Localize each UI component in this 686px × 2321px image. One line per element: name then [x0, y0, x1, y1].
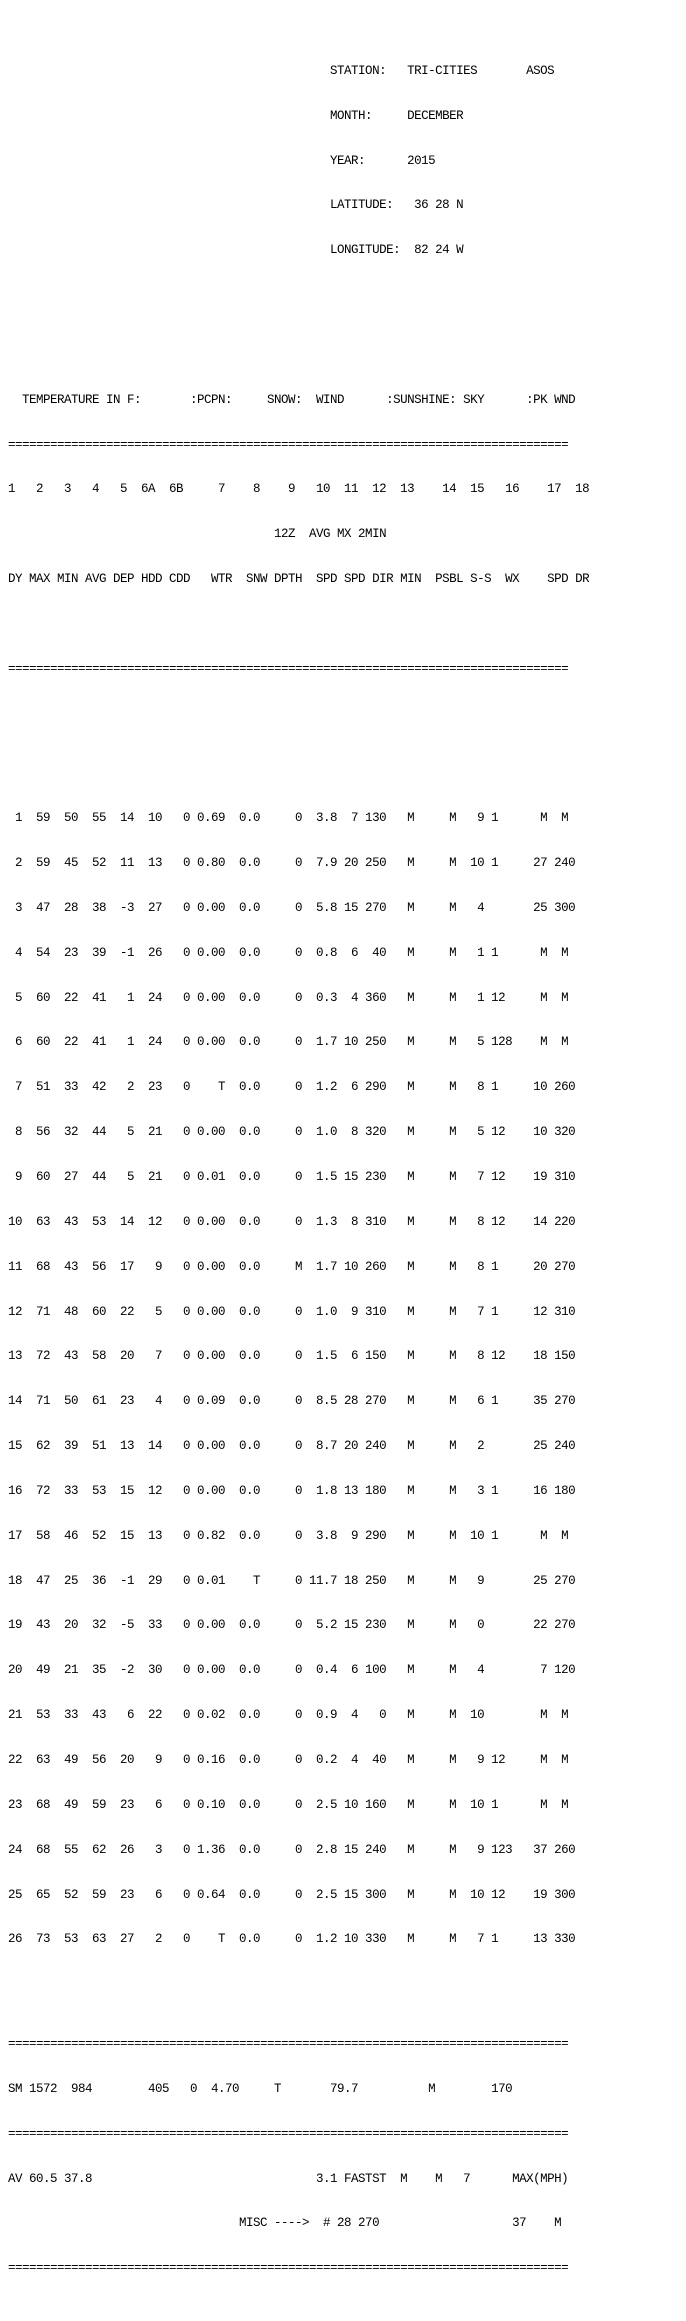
category-header-line: TEMPERATURE IN F: :PCPN: SNOW: WIND :SUNSHINE: SKY :PK WND [8, 392, 576, 407]
separator-line: ================================================================================ [8, 2126, 569, 2141]
table-row: 18 47 25 36 -1 29 0 0.01 T 0 11.7 18 250 M M 9 25 270 [8, 1573, 576, 1588]
summary-section [8, 2007, 589, 2306]
column-number-line: 1 2 3 4 5 6A 6B 7 8 9 10 11 12 13 14 15 16 17 18 [8, 482, 590, 497]
separator-line: ================================================================================ [8, 2037, 569, 2051]
daily-data-table [8, 781, 589, 1977]
station-line: STATION: TRI-CITIES ASOS [8, 63, 555, 78]
spacer-line [8, 348, 589, 363]
table-row: 20 49 21 35 -2 30 0 0.00 0.0 0 0.4 6 100 M M 4 7 120 [8, 1663, 576, 1678]
year-line: YEAR: 2015 [8, 153, 436, 168]
table-row: 15 62 39 51 13 14 0 0.00 0.0 0 8.7 20 240 M M 2 25 240 [8, 1439, 576, 1454]
longitude-line: LONGITUDE: 82 24 W [8, 243, 464, 258]
table-row: 2 59 45 52 11 13 0 0.80 0.0 0 7.9 20 250 M M 10 1 27 240 [8, 856, 576, 871]
table-row: 26 73 53 63 27 2 0 T 0.0 0 1.2 10 330 M M 7 1 13 330 [8, 1932, 576, 1947]
table-row: 23 68 49 59 23 6 0 0.10 0.0 0 2.5 10 160 M M 10 1 M M [8, 1797, 569, 1812]
table-row: 10 63 43 53 14 12 0 0.00 0.0 0 1.3 8 310 M M 8 12 14 220 [8, 1214, 576, 1229]
table-row: 3 47 28 38 -3 27 0 0.00 0.0 0 5.8 15 270 M M 4 25 300 [8, 900, 576, 915]
table-row: 19 43 20 32 -5 33 0 0.00 0.0 0 5.2 15 230 M M 0 22 270 [8, 1618, 576, 1633]
climate-report [8, 4, 589, 2321]
table-row: 1 59 50 55 14 10 0 0.69 0.0 0 3.8 7 130 M M 9 1 M M [8, 811, 569, 826]
table-row: 8 56 32 44 5 21 0 0.00 0.0 0 1.0 8 320 M M 5 12 10 320 [8, 1125, 576, 1140]
table-row: 6 60 22 41 1 24 0 0.00 0.0 0 1.7 10 250 M M 5 128 M M [8, 1035, 569, 1050]
column-subheader-line: 12Z AVG MX 2MIN [8, 527, 387, 542]
table-row: 22 63 49 56 20 9 0 0.16 0.0 0 0.2 4 40 M M 9 12 M M [8, 1752, 569, 1767]
table-row: 12 71 48 60 22 5 0 0.00 0.0 0 1.0 9 310 M M 7 1 12 310 [8, 1304, 576, 1319]
spacer-line [8, 707, 589, 722]
table-row: 24 68 55 62 26 3 0 1.36 0.0 0 2.8 15 240 M M 9 123 37 260 [8, 1842, 576, 1857]
column-header [8, 318, 589, 752]
station-header [8, 34, 589, 288]
average-row: AV 60.5 37.8 3.1 FASTST M M 7 MAX(MPH) [8, 2171, 569, 2186]
column-label-line: DY MAX MIN AVG DEP HDD CDD WTR SNW DPTH SPD SPD DIR MIN PSBL S-S WX SPD DR [8, 572, 590, 587]
table-row: 14 71 50 61 23 4 0 0.09 0.0 0 8.5 28 270 M M 6 1 35 270 [8, 1394, 576, 1409]
spacer-line [8, 617, 589, 632]
table-row: 16 72 33 53 15 12 0 0.00 0.0 0 1.8 13 180 M M 3 1 16 180 [8, 1483, 576, 1498]
table-row: 11 68 43 56 17 9 0 0.00 0.0 M 1.7 10 260 M M 8 1 20 270 [8, 1259, 576, 1274]
table-row: 9 60 27 44 5 21 0 0.01 0.0 0 1.5 15 230 M M 7 12 19 310 [8, 1170, 576, 1184]
misc-row: MISC ----> # 28 270 37 M [8, 2216, 562, 2231]
sum-row: SM 1572 984 405 0 4.70 T 79.7 M 170 [8, 2081, 513, 2096]
table-row: 7 51 33 42 2 23 0 T 0.0 0 1.2 6 290 M M 8 1 10 260 [8, 1080, 576, 1095]
latitude-line: LATITUDE: 36 28 N [8, 198, 464, 213]
month-line: MONTH: DECEMBER [8, 108, 464, 123]
table-row: 21 53 33 43 6 22 0 0.02 0.0 0 0.9 4 0 M M 10 M M [8, 1708, 569, 1723]
table-row: 13 72 43 58 20 7 0 0.00 0.0 0 1.5 6 150 M M 8 12 18 150 [8, 1349, 576, 1364]
table-row: 5 60 22 41 1 24 0 0.00 0.0 0 0.3 4 360 M M 1 12 M M [8, 990, 569, 1005]
table-row: 17 58 46 52 15 13 0 0.82 0.0 0 3.8 9 290 M M 10 1 M M [8, 1528, 569, 1543]
table-row: 25 65 52 59 23 6 0 0.64 0.0 0 2.5 15 300 M M 10 12 19 300 [8, 1887, 576, 1902]
separator-line: ================================================================================ [8, 2261, 569, 2276]
separator-line: ================================================================================ [8, 661, 569, 676]
separator-line: ================================================================================ [8, 437, 569, 452]
table-row: 4 54 23 39 -1 26 0 0.00 0.0 0 0.8 6 40 M M 1 1 M M [8, 945, 569, 960]
